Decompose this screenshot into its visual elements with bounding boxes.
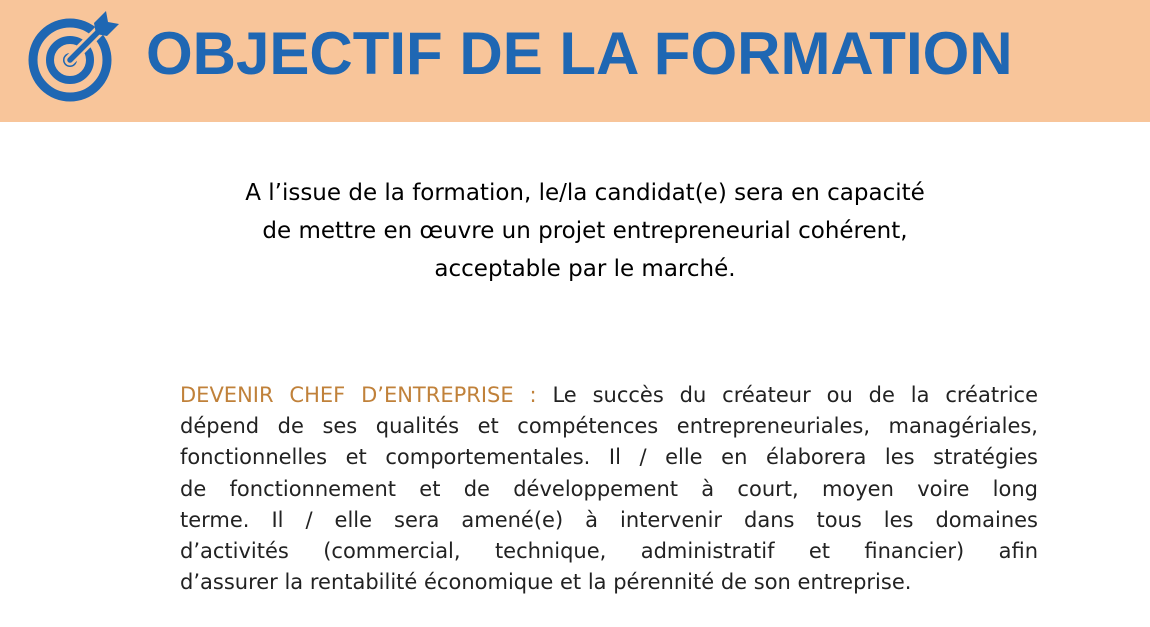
chef-line: terme. Il / elle sera amené(e) à intervenir dans tous les domaines	[180, 507, 1038, 532]
chef-line: fonctionnelles et comportementales. Il / elle en élaborera les stratégies	[180, 445, 1038, 470]
objective-line: de mettre en œuvre un projet entrepreneurial cohérent,	[262, 218, 908, 244]
target-icon	[26, 10, 120, 104]
header-banner	[0, 0, 1150, 122]
objective-paragraph	[160, 174, 1010, 288]
chef-line: de fonctionnement et de développement à court, moyen voire long	[180, 476, 1038, 501]
chef-heading: DEVENIR CHEF D’ENTREPRISE :	[180, 383, 537, 407]
chef-first-line	[180, 380, 1038, 411]
chef-line: dépend de ses qualités et compétences entrepreneuriales, managériales,	[180, 414, 1038, 439]
chef-line: d’assurer la rentabilité économique et la pérennité de son entreprise.	[180, 570, 912, 595]
objective-line: A l’issue de la formation, le/la candidat(e) sera en capacité	[245, 180, 925, 206]
page-title: OBJECTIF DE LA FORMATION	[146, 20, 1013, 87]
chef-line: d’activités (commercial, technique, administratif et financier) afin	[180, 539, 1038, 564]
objective-line: acceptable par le marché.	[434, 256, 736, 282]
chef-first-line-text: Le succès du créateur ou de la créatrice	[552, 383, 1038, 407]
chef-entreprise-paragraph	[180, 380, 1038, 598]
